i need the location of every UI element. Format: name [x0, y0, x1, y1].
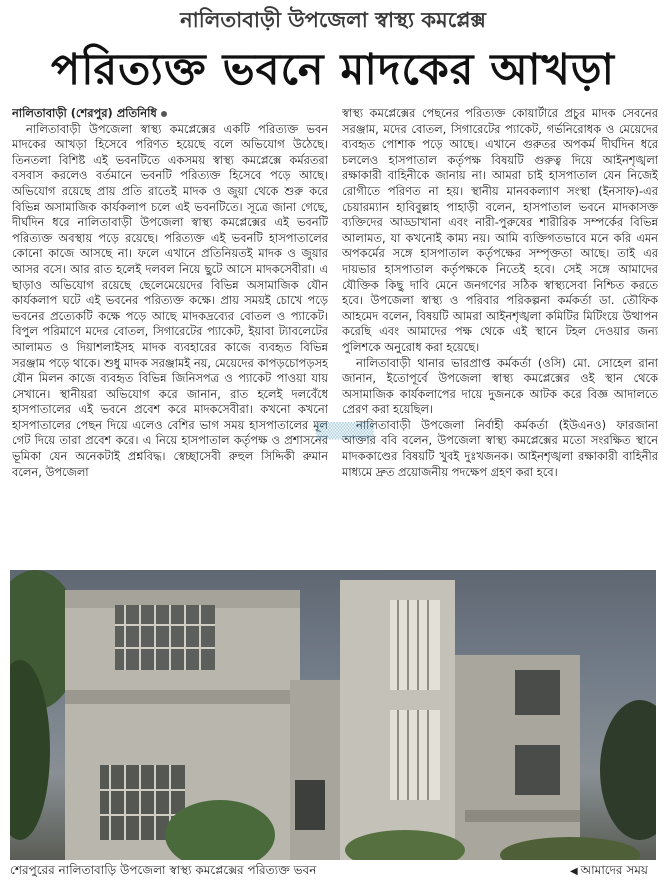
article-column-1 [12, 106, 328, 566]
byline: নালিতাবাড়ী (শেরপুর) প্রতিনিধি [12, 106, 157, 120]
building-photo [10, 570, 656, 860]
dot-icon [161, 111, 167, 117]
photo-credit [570, 862, 648, 882]
paragraph: স্বাস্থ্য কমপ্লেক্সের পেছনের পরিত্যক্ত কোয়ার্টারে প্রচুর মাদক সেবনের সরঞ্জাম, মদের বোতল, সিগারেটের প্যাকেট, গর্ভনিরোধক ও মেয়েদের ব্যবহৃত পোশাক পড়ে আছে। এখানে গুরুতর অপকর্ম দীর্ঘদিন ধরে চললেও হাসপাতাল কর্তৃপক্ষ বিষয়টি গুরুত্ব দিয়ে আইনশৃঙ্খলা রক্ষাকারী বাহিনীকে জানায় না। আমরা চাই হাসপাতাল যেন নিজেই রোগীতে পরিণত না হয়। স্থানীয় মানবকল্যাণ সংস্থা (ইনসাফ)-এর চেয়ারম্যান হাবিবুল্লাহ পাহাড়ী বলেন, হাসপাতাল ভবনে মাদকাসক্ত ব্যক্তিদের আড্ডাখানা এবং নারী-পুরুষের শারীরিক সম্পর্কের বিভিন্ন আলামত, যা কখনোই কাম্য নয়। আমি ব্যক্তিগতভাবে মনে করি এমন অপকর্মের সঙ্গে হাসপাতাল কর্তৃপক্ষের সম্পৃক্ততা আছে। তাই এর দায়ভার হাসপাতাল কর্তৃপক্ষকে নিতেই হবে। সেই সঙ্গে আমাদের যৌক্তিক কিছু দাবি মেনে জনগণের সঠিক স্বাস্থ্যসেবা নিশ্চিত করতে হবে। উপজেলা স্বাস্থ্য ও পরিবার পরিকল্পনা কর্মকর্তা ডা. তৌফিক আহমেদ বলেন, বিষয়টি আমরা আইনশৃঙ্খলা কমিটির মিটিংয়ে উত্থাপন করেছি এবং আমাদের পক্ষ থেকে এই স্থানে টহল দেওয়ার জন্য পুলিশকে অনুরোধ করা হয়েছে। [342, 106, 658, 354]
watermark: ▒▒▒▒▒ [316, 422, 374, 440]
paragraph: নালিতাবাড়ী থানার ভারপ্রাপ্ত কর্মকর্তা (ওসি) মো. সোহেল রানা জানান, ইতোপূর্বে উপজেলা স্বাস্থ্য কমপ্লেক্সের ওই স্থান থেকে অসামাজিক কার্যকলাপের দায়ে দুজনকে আটক করে বিজ্ঞ আদালতে প্রেরণ করা হয়েছিল। [342, 355, 658, 417]
paragraph: নালিতাবাড়ী উপজেলা স্বাস্থ্য কমপ্লেক্সের একটি পরিত্যক্ত ভবন মাদকের আখড়া হিসেবে পরিণত হয়েছে বলে অভিযোগ উঠেছে। তিনতলা বিশিষ্ট এই ভবনটিতে একসময় স্বাস্থ্য কমপ্লেক্সে কর্মরতরা বসবাস করলেও বর্তমানে ভবনটি পরিত্যক্ত হিসেবে পড়ে আছে। অভিযোগ রয়েছে প্রায় প্রতি রাতেই মাদক ও জুয়া থেকে শুরু করে বিভিন্ন অসামাজিক কার্যকলাপ চলে এই ভবনটিতে। সূত্রে জানা গেছে, দীর্ঘদিন ধরে নালিতাবাড়ী উপজেলা স্বাস্থ্য কমপ্লেক্সের এই ভবনটি পরিত্যক্ত অবস্থায় পড়ে রয়েছে। পরিত্যক্ত এই ভবনটি হাসপাতালের কোনো কাজে আসছে না। ফলে এখানে প্রতিনিয়তই মাদক ও জুয়ার আসর বসে। আর রাত হলেই দলবল নিয়ে ছুটে আসে মাদকসেবীরা। এ ছাড়াও অভিযোগ রয়েছে ছেলেমেয়েদের বিভিন্ন অসামাজিক যৌন কার্যকলাপ ঘটে এই ভবনের পরিত্যক্ত কক্ষে। প্রায় সময়ই চোখে পড়ে ভবনের প্রত্যেকটি কক্ষে পড়ে আছে মাদকদ্রব্যের বোতল ও প্যাকেট। বিপুল পরিমাণে মদের বোতল, সিগারেটের প্যাকেট, ইয়াবা ট্যাবলেটের আলামত ও দিয়াশলাইসহ মাদক ব্যবহারের কাজে ব্যবহৃত বিভিন্ন সরঞ্জাম পড়ে থাকে। শুধু মাদক সরঞ্জামই নয়, মেয়েদের কাপড়চোপড়সহ যৌন মিলন কাজে ব্যবহৃত বিভিন্ন জিনিসপত্র ও প্যাকেট পাওয়া যায় সেখানে। স্থানীয়রা অভিযোগ করে জানান, রাত হলেই দলবেঁধে হাসপাতালের এই ভবনে প্রবেশ করে মাদকসেবীরা। কখনো কখনো হাসপাতালের পেছন দিয়ে এলেও বেশির ভাগ সময় হাসপাতালের মূল গেট দিয়ে তারা প্রবেশ করে। এ নিয়ে হাসপাতাল কর্তৃপক্ষ ও প্রশাসনের ভূমিকা যেন অনেকটাই প্রশ্নবিদ্ধ। স্বেচ্ছাসেবী রুহুল সিদ্দিকী রুমান বলেন, উপজেলা [12, 121, 328, 479]
headline: পরিত্যক্ত ভবনে মাদকের আখড়া [51, 45, 615, 95]
credit-label: আমাদের সময় [580, 863, 648, 877]
photo-caption: শেরপুরের নালিতাবাড়ি উপজেলা স্বাস্থ্য কমপ্লেক্সের পরিত্যক্ত ভবন [10, 863, 317, 877]
paragraph: নালিতাবাড়ী উপজেলা নির্বাহী কর্মকর্তা (ইউএনও) ফারজানা আক্তার ববি বলেন, উপজেলা স্বাস্থ্য কমপ্লেক্সের মতো সংরক্ষিত স্থানে মাদককাণ্ডের বিষয়টি খুবই দুঃখজনক। আইনশৃঙ্খলা রক্ষাকারী বাহিনীর মাধ্যমে দ্রুত প্রয়োজনীয় পদক্ষেপ গ্রহণ করা হবে। [342, 417, 658, 479]
kicker: নালিতাবাড়ী উপজেলা স্বাস্থ্য কমপ্লেক্স [180, 8, 486, 32]
article-column-2 [342, 106, 658, 566]
triangle-icon: ◀ [569, 866, 578, 877]
